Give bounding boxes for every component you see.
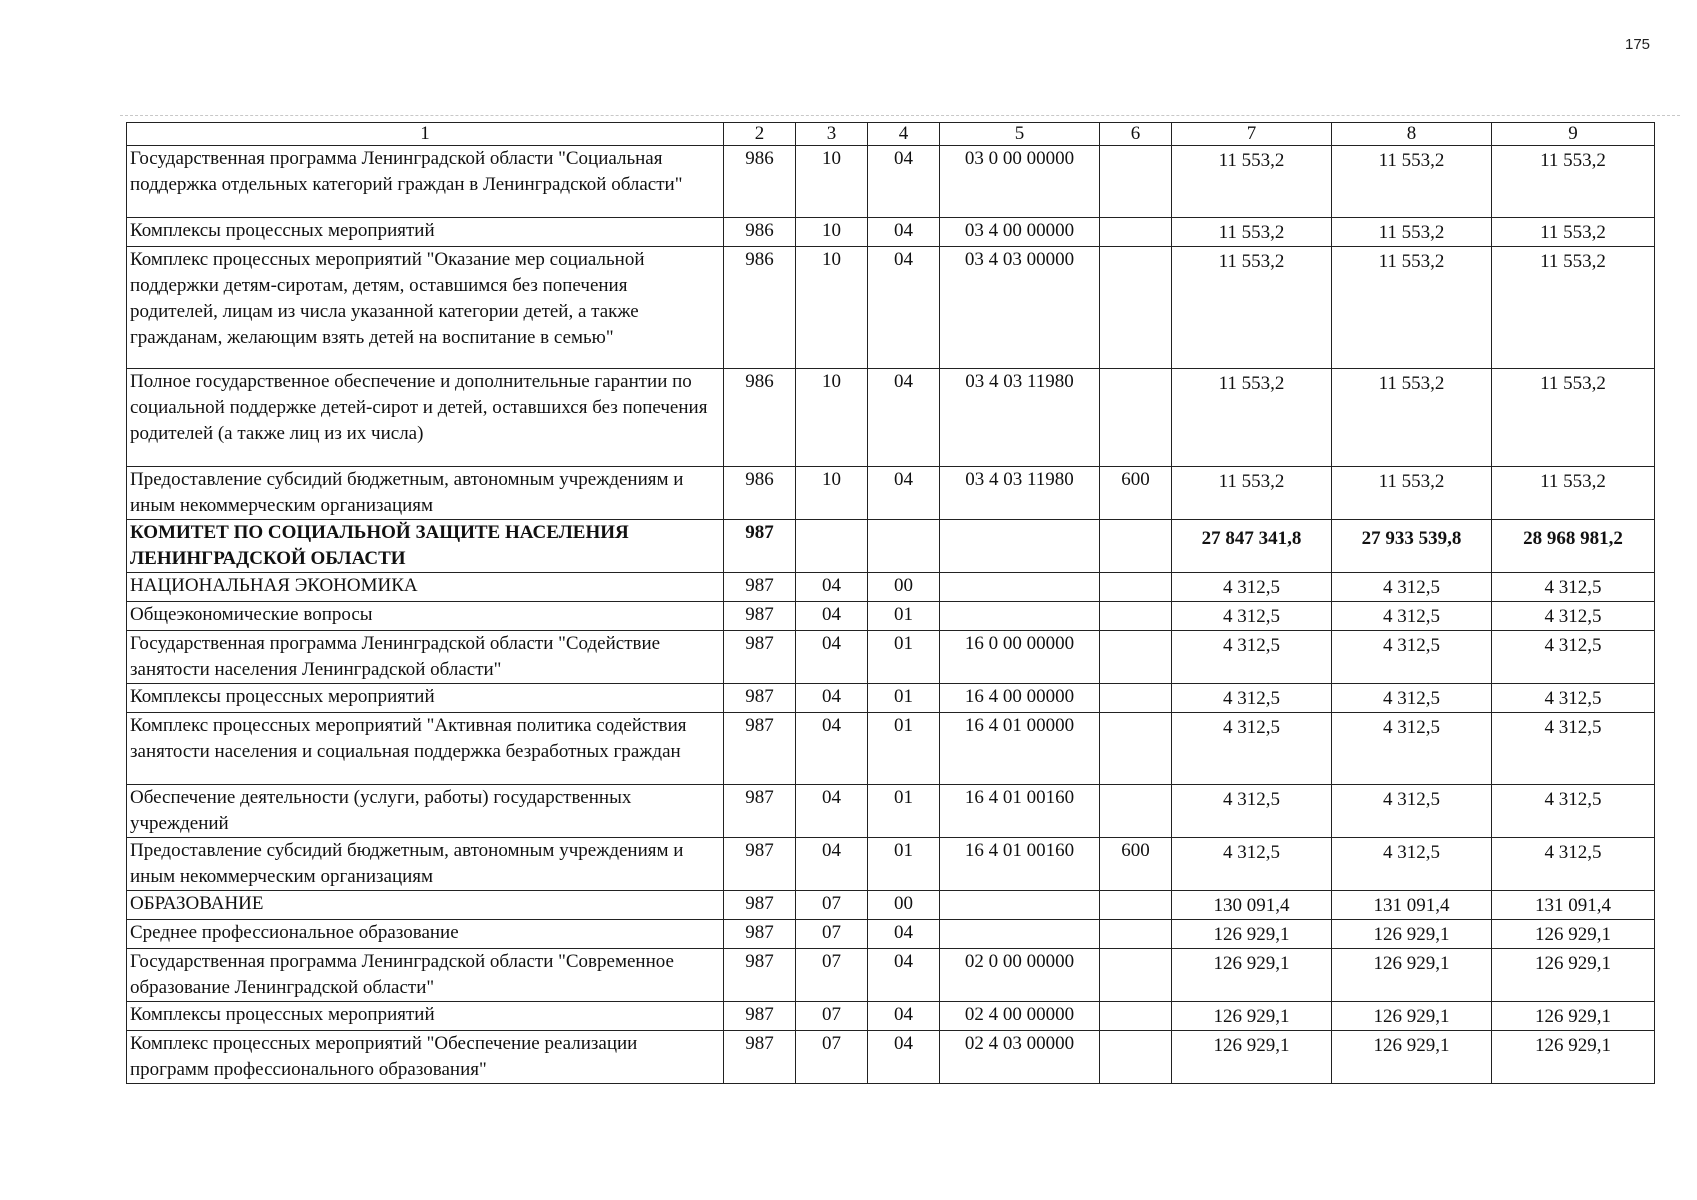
- row-subsection-cell: 04: [868, 146, 940, 218]
- row-expense-type-cell: [1100, 785, 1172, 838]
- row-name-cell: Полное государственное обеспечение и дополнительные гарантии по социальной поддержке детей-сирот и детей, оставшихся без попечения родителей (а также лиц из их числа): [127, 369, 724, 467]
- row-subsection-cell: 04: [868, 1031, 940, 1084]
- row-value-cell: 4 312,5: [1332, 785, 1492, 838]
- row-target-article-cell: 03 4 03 00000: [940, 247, 1100, 369]
- row-subsection-cell: 04: [868, 920, 940, 949]
- row-name-cell: Комплекс процессных мероприятий "Активная политика содействия занятости населения и социальная поддержка безработных граждан: [127, 713, 724, 785]
- row-expense-type-cell: [1100, 949, 1172, 1002]
- row-value-cell: 28 968 981,2: [1492, 520, 1655, 573]
- row-value-cell: 4 312,5: [1172, 684, 1332, 713]
- scan-divider-line: [120, 115, 1680, 116]
- table-row: [127, 684, 1655, 713]
- budget-table: [126, 122, 1655, 1084]
- table-row: [127, 1002, 1655, 1031]
- table-row: [127, 467, 1655, 520]
- row-expense-type-cell: [1100, 573, 1172, 602]
- row-subsection-cell: 01: [868, 785, 940, 838]
- row-subsection-cell: [868, 520, 940, 573]
- row-grbs-cell: 987: [724, 631, 796, 684]
- row-subsection-cell: 01: [868, 631, 940, 684]
- row-value-cell: 11 553,2: [1492, 247, 1655, 369]
- row-value-cell: 4 312,5: [1332, 713, 1492, 785]
- table-row: [127, 949, 1655, 1002]
- row-value-cell: 126 929,1: [1172, 1002, 1332, 1031]
- row-value-cell: 126 929,1: [1492, 1031, 1655, 1084]
- row-target-article-cell: 16 0 00 00000: [940, 631, 1100, 684]
- row-value-cell: 11 553,2: [1492, 467, 1655, 520]
- row-grbs-cell: 987: [724, 891, 796, 920]
- table-header-row: [127, 123, 1655, 146]
- row-value-cell: 126 929,1: [1332, 1031, 1492, 1084]
- row-value-cell: 11 553,2: [1332, 218, 1492, 247]
- row-section-cell: 10: [796, 218, 868, 247]
- row-grbs-cell: 987: [724, 520, 796, 573]
- row-value-cell: 126 929,1: [1172, 949, 1332, 1002]
- row-grbs-cell: 986: [724, 247, 796, 369]
- row-grbs-cell: 987: [724, 713, 796, 785]
- row-grbs-cell: 987: [724, 785, 796, 838]
- row-subsection-cell: 01: [868, 713, 940, 785]
- row-section-cell: 07: [796, 920, 868, 949]
- row-value-cell: 4 312,5: [1492, 631, 1655, 684]
- row-name-cell: ОБРАЗОВАНИЕ: [127, 891, 724, 920]
- row-value-cell: 11 553,2: [1332, 467, 1492, 520]
- row-section-cell: 07: [796, 891, 868, 920]
- table-row: [127, 247, 1655, 369]
- row-value-cell: 4 312,5: [1172, 785, 1332, 838]
- table-row: [127, 369, 1655, 467]
- header-cell: 5: [940, 123, 1100, 146]
- table-row: [127, 785, 1655, 838]
- table-row: [127, 1031, 1655, 1084]
- row-name-cell: Комплекс процессных мероприятий "Оказание мер социальной поддержки детям-сиротам, детям, оставшимся без попечения родителей, лицам из числа указанной категории детей, а также гражданам, желающим взять детей на воспитание в семью": [127, 247, 724, 369]
- budget-table-body: [127, 123, 1655, 1084]
- row-value-cell: 4 312,5: [1492, 602, 1655, 631]
- row-subsection-cell: 04: [868, 218, 940, 247]
- row-subsection-cell: 04: [868, 1002, 940, 1031]
- row-name-cell: Государственная программа Ленинградской области "Содействие занятости населения Ленинградской области": [127, 631, 724, 684]
- row-section-cell: 10: [796, 146, 868, 218]
- row-value-cell: 4 312,5: [1172, 631, 1332, 684]
- row-target-article-cell: 16 4 01 00000: [940, 713, 1100, 785]
- row-value-cell: 126 929,1: [1492, 920, 1655, 949]
- row-subsection-cell: 01: [868, 684, 940, 713]
- header-cell: 9: [1492, 123, 1655, 146]
- row-grbs-cell: 987: [724, 920, 796, 949]
- row-name-cell: Обеспечение деятельности (услуги, работы) государственных учреждений: [127, 785, 724, 838]
- row-subsection-cell: 04: [868, 247, 940, 369]
- row-value-cell: 27 933 539,8: [1332, 520, 1492, 573]
- row-name-cell: Комплексы процессных мероприятий: [127, 1002, 724, 1031]
- row-target-article-cell: 02 4 03 00000: [940, 1031, 1100, 1084]
- row-value-cell: 131 091,4: [1332, 891, 1492, 920]
- row-value-cell: 11 553,2: [1492, 369, 1655, 467]
- header-cell: 1: [127, 123, 724, 146]
- row-value-cell: 4 312,5: [1332, 602, 1492, 631]
- row-value-cell: 4 312,5: [1492, 573, 1655, 602]
- header-cell: 3: [796, 123, 868, 146]
- row-expense-type-cell: [1100, 684, 1172, 713]
- row-grbs-cell: 987: [724, 602, 796, 631]
- row-subsection-cell: 01: [868, 602, 940, 631]
- row-section-cell: 07: [796, 949, 868, 1002]
- row-section-cell: 10: [796, 247, 868, 369]
- row-value-cell: 4 312,5: [1492, 684, 1655, 713]
- row-section-cell: 07: [796, 1031, 868, 1084]
- page-number: 175: [1625, 36, 1651, 53]
- row-target-article-cell: [940, 602, 1100, 631]
- row-target-article-cell: 16 4 01 00160: [940, 838, 1100, 891]
- table-row: [127, 891, 1655, 920]
- row-grbs-cell: 987: [724, 684, 796, 713]
- row-subsection-cell: 04: [868, 467, 940, 520]
- row-expense-type-cell: [1100, 713, 1172, 785]
- row-expense-type-cell: 600: [1100, 467, 1172, 520]
- row-target-article-cell: 02 4 00 00000: [940, 1002, 1100, 1031]
- row-value-cell: 4 312,5: [1172, 838, 1332, 891]
- row-grbs-cell: 987: [724, 838, 796, 891]
- row-subsection-cell: 00: [868, 573, 940, 602]
- row-value-cell: 4 312,5: [1332, 838, 1492, 891]
- row-expense-type-cell: [1100, 218, 1172, 247]
- row-value-cell: 4 312,5: [1332, 573, 1492, 602]
- row-value-cell: 126 929,1: [1332, 920, 1492, 949]
- header-cell: 6: [1100, 123, 1172, 146]
- row-grbs-cell: 987: [724, 1031, 796, 1084]
- header-cell: 2: [724, 123, 796, 146]
- row-value-cell: 126 929,1: [1492, 1002, 1655, 1031]
- row-expense-type-cell: [1100, 1002, 1172, 1031]
- row-value-cell: 27 847 341,8: [1172, 520, 1332, 573]
- table-row: [127, 838, 1655, 891]
- row-value-cell: 11 553,2: [1492, 218, 1655, 247]
- row-value-cell: 4 312,5: [1172, 713, 1332, 785]
- row-grbs-cell: 986: [724, 146, 796, 218]
- row-name-cell: Предоставление субсидий бюджетным, автономным учреждениям и иным некоммерческим организациям: [127, 838, 724, 891]
- row-value-cell: 4 312,5: [1492, 713, 1655, 785]
- row-target-article-cell: 03 4 00 00000: [940, 218, 1100, 247]
- row-expense-type-cell: [1100, 146, 1172, 218]
- row-expense-type-cell: 600: [1100, 838, 1172, 891]
- row-target-article-cell: 16 4 00 00000: [940, 684, 1100, 713]
- row-value-cell: 4 312,5: [1332, 684, 1492, 713]
- row-value-cell: 11 553,2: [1172, 467, 1332, 520]
- row-section-cell: 04: [796, 602, 868, 631]
- row-target-article-cell: 03 4 03 11980: [940, 369, 1100, 467]
- row-name-cell: Комплексы процессных мероприятий: [127, 684, 724, 713]
- row-section-cell: 04: [796, 838, 868, 891]
- row-value-cell: 11 553,2: [1332, 247, 1492, 369]
- row-subsection-cell: 04: [868, 949, 940, 1002]
- table-row: [127, 146, 1655, 218]
- row-value-cell: 11 553,2: [1332, 146, 1492, 218]
- row-target-article-cell: [940, 573, 1100, 602]
- row-value-cell: 130 091,4: [1172, 891, 1332, 920]
- row-section-cell: 07: [796, 1002, 868, 1031]
- row-section-cell: 04: [796, 573, 868, 602]
- row-value-cell: 11 553,2: [1172, 146, 1332, 218]
- row-value-cell: 126 929,1: [1172, 1031, 1332, 1084]
- row-value-cell: 126 929,1: [1332, 949, 1492, 1002]
- row-expense-type-cell: [1100, 1031, 1172, 1084]
- row-grbs-cell: 986: [724, 467, 796, 520]
- row-value-cell: 11 553,2: [1172, 218, 1332, 247]
- row-value-cell: 11 553,2: [1172, 369, 1332, 467]
- row-value-cell: 126 929,1: [1492, 949, 1655, 1002]
- header-cell: 4: [868, 123, 940, 146]
- row-target-article-cell: 02 0 00 00000: [940, 949, 1100, 1002]
- header-cell: 8: [1332, 123, 1492, 146]
- row-name-cell: Среднее профессиональное образование: [127, 920, 724, 949]
- row-expense-type-cell: [1100, 891, 1172, 920]
- row-name-cell: Общеэкономические вопросы: [127, 602, 724, 631]
- header-cell: 7: [1172, 123, 1332, 146]
- row-section-cell: 10: [796, 369, 868, 467]
- row-value-cell: 11 553,2: [1492, 146, 1655, 218]
- row-expense-type-cell: [1100, 369, 1172, 467]
- row-target-article-cell: [940, 920, 1100, 949]
- row-value-cell: 126 929,1: [1332, 1002, 1492, 1031]
- row-grbs-cell: 986: [724, 218, 796, 247]
- table-row: [127, 920, 1655, 949]
- row-name-cell: КОМИТЕТ ПО СОЦИАЛЬНОЙ ЗАЩИТЕ НАСЕЛЕНИЯ ЛЕНИНГРАДСКОЙ ОБЛАСТИ: [127, 520, 724, 573]
- row-section-cell: 04: [796, 684, 868, 713]
- row-name-cell: НАЦИОНАЛЬНАЯ ЭКОНОМИКА: [127, 573, 724, 602]
- row-section-cell: [796, 520, 868, 573]
- table-row: [127, 713, 1655, 785]
- row-value-cell: 131 091,4: [1492, 891, 1655, 920]
- row-target-article-cell: 03 0 00 00000: [940, 146, 1100, 218]
- row-target-article-cell: [940, 891, 1100, 920]
- table-row: [127, 520, 1655, 573]
- row-value-cell: 4 312,5: [1492, 838, 1655, 891]
- row-expense-type-cell: [1100, 631, 1172, 684]
- row-section-cell: 04: [796, 631, 868, 684]
- row-section-cell: 04: [796, 785, 868, 838]
- row-expense-type-cell: [1100, 520, 1172, 573]
- row-name-cell: Государственная программа Ленинградской области "Социальная поддержка отдельных категорий граждан в Ленинградской области": [127, 146, 724, 218]
- row-grbs-cell: 987: [724, 1002, 796, 1031]
- row-subsection-cell: 01: [868, 838, 940, 891]
- row-value-cell: 4 312,5: [1172, 602, 1332, 631]
- row-grbs-cell: 987: [724, 573, 796, 602]
- row-expense-type-cell: [1100, 920, 1172, 949]
- row-value-cell: 11 553,2: [1172, 247, 1332, 369]
- row-expense-type-cell: [1100, 602, 1172, 631]
- row-value-cell: 4 312,5: [1492, 785, 1655, 838]
- row-name-cell: Комплексы процессных мероприятий: [127, 218, 724, 247]
- row-name-cell: Государственная программа Ленинградской области "Современное образование Ленинградской области": [127, 949, 724, 1002]
- row-value-cell: 4 312,5: [1332, 631, 1492, 684]
- table-row: [127, 602, 1655, 631]
- row-grbs-cell: 986: [724, 369, 796, 467]
- row-target-article-cell: 03 4 03 11980: [940, 467, 1100, 520]
- row-grbs-cell: 987: [724, 949, 796, 1002]
- table-row: [127, 218, 1655, 247]
- row-section-cell: 04: [796, 713, 868, 785]
- row-name-cell: Предоставление субсидий бюджетным, автономным учреждениям и иным некоммерческим организациям: [127, 467, 724, 520]
- row-name-cell: Комплекс процессных мероприятий "Обеспечение реализации программ профессионального образования": [127, 1031, 724, 1084]
- row-section-cell: 10: [796, 467, 868, 520]
- row-target-article-cell: 16 4 01 00160: [940, 785, 1100, 838]
- row-target-article-cell: [940, 520, 1100, 573]
- table-row: [127, 573, 1655, 602]
- row-value-cell: 4 312,5: [1172, 573, 1332, 602]
- row-value-cell: 11 553,2: [1332, 369, 1492, 467]
- table-row: [127, 631, 1655, 684]
- row-value-cell: 126 929,1: [1172, 920, 1332, 949]
- row-expense-type-cell: [1100, 247, 1172, 369]
- row-subsection-cell: 04: [868, 369, 940, 467]
- row-subsection-cell: 00: [868, 891, 940, 920]
